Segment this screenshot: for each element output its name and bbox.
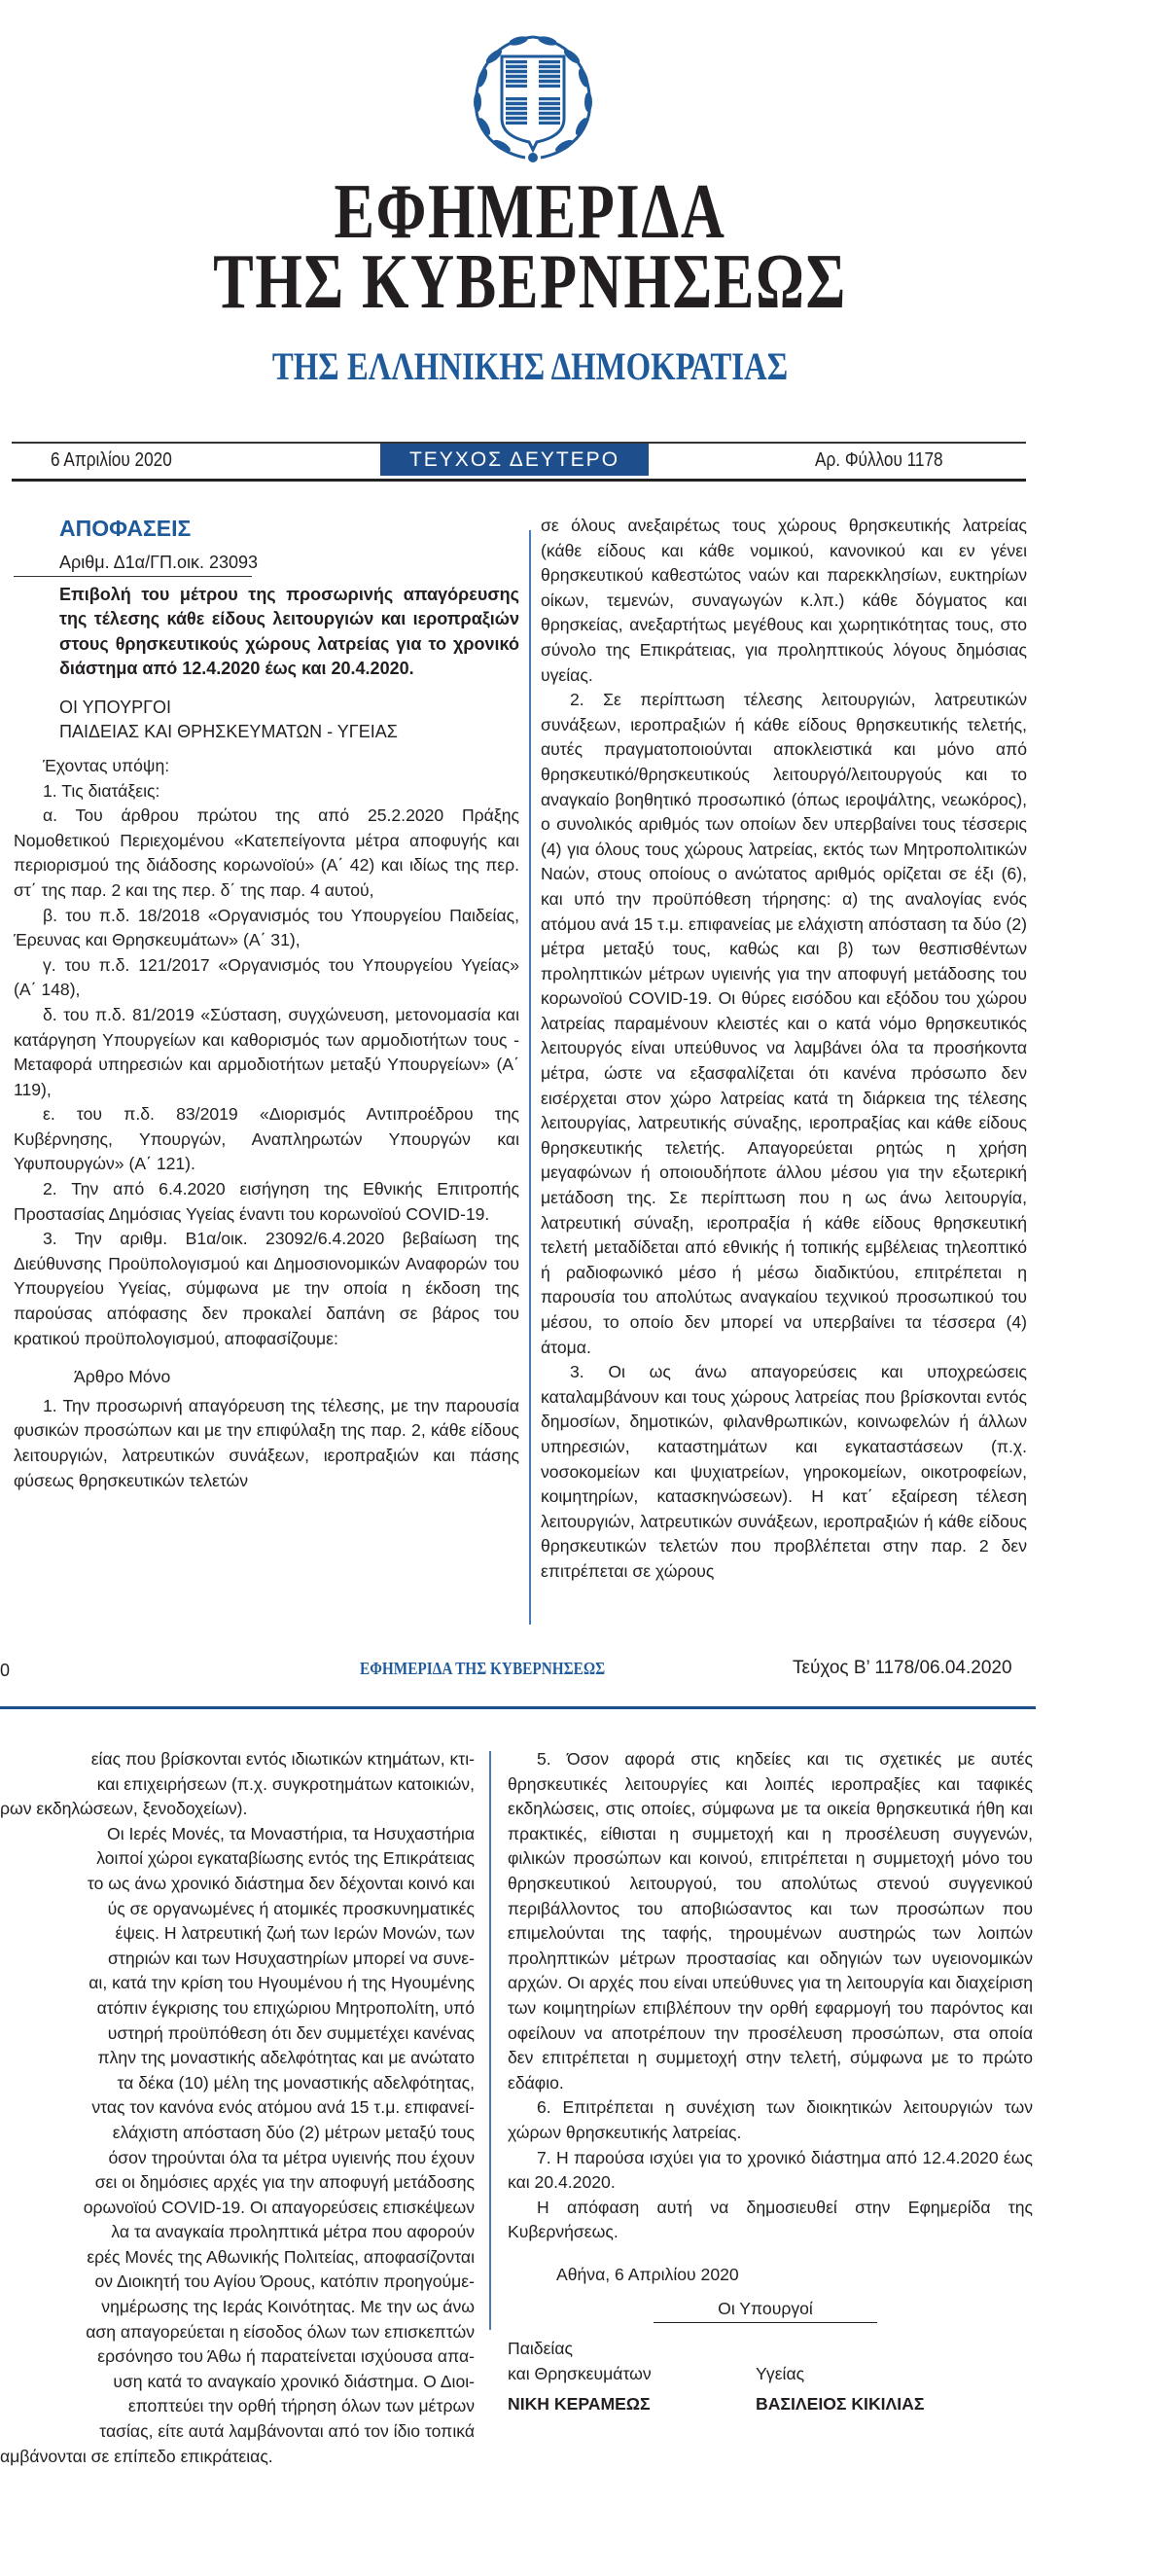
- text-line: σει οι δημόσιες αρχές για την αποφυγή μετάδοσης: [94, 2172, 475, 2193]
- text-line: ρων εκδηλώσεων, ξενοδοχείων).: [0, 1799, 248, 1819]
- text-line: ερσόνησο του Άθω ή παρατείνεται ισχύουσα απα-: [97, 2346, 475, 2367]
- signatory-name: ΝΙΚΗ ΚΕΡΑΜΕΩΣ: [508, 2394, 651, 2415]
- signatories: [508, 2337, 1033, 2417]
- preamble-paragraph: 2. Την από 6.4.2020 εισήγηση της Εθνικής Επιτροπής Προστασίας Δημόσιας Υγείας έναντι του κορωνοϊού COVID-19.: [14, 1179, 519, 1224]
- text-line: ντας τον κανόνα ενός ατόμου ανά 15 τ.μ. επιφανεί-: [91, 2097, 475, 2118]
- text-line: τασίας, είτε αυτά λαμβάνονται από τον ίδιο τοπικά: [99, 2421, 475, 2442]
- preamble-paragraph: 1. Τις διατάξεις:: [43, 780, 160, 801]
- ministry-name: και Θρησκευμάτων: [508, 2363, 652, 2383]
- page2-left-column: [0, 1747, 475, 2469]
- text-line: και επιχειρήσεων (π.χ. συγκροτημάτων κατοικιών,: [96, 1773, 475, 1794]
- text-line: ύς σε οργανωμένες ή ατομικές προσκυνηματικές: [107, 1898, 475, 1918]
- article-paragraph: 1. Την προσωρινή απαγόρευση της τέλεσης, με την παρουσία φυσικών προσώπων και με την επιφύλαξη της παρ. 2, κάθε είδους λειτουργιών, λατρευτικών συνάξεων, ιεροπραξιών και πάσης φύσεως θρησκευτικών τελετών: [14, 1395, 519, 1490]
- page-number: 0: [0, 1661, 11, 1680]
- page1-left-column: [14, 514, 519, 1493]
- text-line: υστηρή προϋπόθεση ότι δεν συμμετέχει κανένας: [107, 2022, 475, 2043]
- sheet-number: Αρ. Φύλλου 1178: [815, 449, 943, 471]
- text-line: λοιποί χώροι εγκαταβίωσης εντός της Επικράτειας: [96, 1848, 475, 1869]
- ministry-name: Υγείας: [756, 2363, 805, 2383]
- text-line: έψεις. Η λατρευτική ζωή των Ιερών Μονών, των: [115, 1923, 475, 1944]
- article-paragraph: 6. Επιτρέπεται η συνέχιση των διοικητικών λειτουργιών των χώρων θρησκευτικής λατρείας.: [508, 2097, 1033, 2142]
- text-line: όσον τηρούνται όλα τα μέτρα υγιεινής που έχουν: [108, 2147, 475, 2167]
- masthead-subtitle: ΤΗΣ ΕΛΛΗΝΙΚΗΣ ΔΗΜΟΚΡΑΤΙΑΣ: [271, 344, 789, 388]
- ministry-name: [756, 2337, 1004, 2362]
- article-paragraph: 5. Όσον αφορά στις κηδείες και τις σχετικές με αυτές θρησκευτικές λειτουργίες και λοιπές ιεροπραξίες και ταφικές εκδηλώσεις, στις οποίες, σύμφωνα με τα οικεία θρησκευτικά ήθη και πρακτικές, είθισται η συμμετοχή και η προσέλευση συγγενών, φιλικών προσώπων και κοινού, επιτρέπεται η συμμετοχή μόνο του θρησκευτικού λειτουργού, του απολύτως στενού συγγενικού περιβάλλοντος του αποβιώσαντος και των προσώπων που επιμελούνται της ταφής, τηρουμένων αυστηρώς των λοιπών προληπτικών μέτρων προστασίας και οδηγιών των υγειονομικών αρχών. Οι αρχές που είναι υπεύθυνες για τη λειτουργία και διαχείριση των κοιμητηρίων επιβλέπουν την ορθή εφαρμογή του παρόντος και οφείλουν να αποτρέπουν την προσέλευση προσώπων, στα οποία δεν επιτρέπεται η συμμετοχή στην τελετή, σύμφωνα με το πρώτο εδάφιο.: [508, 1749, 1033, 2093]
- text-line: στηριών και των Ησυχαστηρίων μπορεί να συνε-: [108, 1948, 475, 1968]
- ministry-name: Παιδείας: [508, 2339, 573, 2359]
- text-line: εποπτεύει την ορθή τήρηση όλων των μέτρων: [127, 2396, 475, 2416]
- text-line: ορωνοϊού COVID-19. Οι απαγορεύσεις επισκέψεων: [83, 2197, 475, 2217]
- text-line: ον Διοικητή του Αγίου Όρους, κατόπιν προηγούμε-: [94, 2272, 475, 2292]
- preamble-paragraph: δ. του π.δ. 81/2019 «Σύσταση, συγχώνευση, μετονομασία και κατάργηση Υπουργείων και καθορισμός των αρμοδιοτήτων τους - Μεταφορά υπηρεσιών και αρμοδιοτήτων μεταξύ Υπουργείων» (Α΄ 119),: [14, 1004, 519, 1099]
- ministers-line1: ΟΙ ΥΠΟΥΡΓΟΙ: [59, 697, 172, 717]
- decision-number: Αριθμ. Δ1α/ΓΠ.οικ. 23093: [59, 553, 259, 572]
- column-divider: [489, 1751, 491, 2330]
- section-title: ΑΠΟΦΑΣΕΙΣ: [59, 516, 192, 541]
- issue-badge: ΤΕΥΧΟΣ ΔΕΥΤΕΡΟ: [380, 444, 649, 476]
- text-line: το ως άνω χρονικό διάστημα δεν δέχονται κοινό και: [87, 1873, 475, 1893]
- ministers-heading: [59, 696, 519, 744]
- text-line: λα τα αναγκαία προληπτικά μέτρα που αφορούν: [111, 2222, 475, 2242]
- text-line: ερές Μονές της Αθωνικής Πολιτείας, αποφασίζονται: [87, 2246, 475, 2267]
- text-line: είας που βρίσκονται εντός ιδιωτικών κτημάτων, κτι-: [90, 1749, 475, 1769]
- ministers-line2: ΠΑΙΔΕΙΑΣ ΚΑΙ ΘΡΗΣΚΕΥΜΑΤΩΝ - ΥΓΕΙΑΣ: [59, 721, 398, 741]
- text-line: αμβάνονται σε επίπεδο επικράτειας.: [0, 2446, 273, 2466]
- preamble-paragraph: ε. του π.δ. 83/2019 «Διορισμός Αντιπροέδρου της Κυβέρνησης, Υπουργών, Αναπληρωτών Υπουργών και Υφυπουργών» (Α΄ 121).: [14, 1104, 519, 1174]
- greek-coat-of-arms-icon: [455, 29, 611, 165]
- text-line: αση απαγορεύεται η είσοδος όλων των επισκεπτών: [86, 2321, 475, 2342]
- preamble-paragraph: Έχοντας υπόψη:: [43, 755, 170, 775]
- decision-title: Επιβολή του μέτρου της προσωρινής απαγόρευσης της τέλεσης κάθε είδους λειτουργιών και ιεροπραξιών στους θρησκευτικούς χώρους λατρείας για το χρονικό διάστημα από 12.4.2020 έως και 20.4.2020.: [59, 584, 519, 679]
- article-paragraph: 2. Σε περίπτωση τέλεσης λειτουργιών, λατρευτικών συνάξεων, ιεροπραξιών ή κάθε είδους θρησκευτικής τελετής, αυτές πραγματοποιούνται αποκλειστικά και μόνο από θρησκευτικό/θρησκευτικούς λειτουργό/λειτουργούς και το αναγκαίο βοηθητικό προσωπικό (όπως ιεροψάλτης, νεωκόρος), ο συνολικός αριθμός των οποίων δεν υπερβαίνει τους τέσσερις (4) για όλους τους χώρους λατρείας, εκτός των Μητροπολιτικών Ναών, στους οποίους ο ανώτατος αριθμός ορίζεται σε έξι (6), και υπό την προϋπόθεση τήρησης: α) της αναλογίας ενός ατόμου ανά 15 τ.μ. επιφανείας με ελάχιστη απόσταση τα δύο (2) μέτρα μεταξύ τους, καθώς και β) των θεσπισθέντων προληπτικών μέτρων υγιεινής για την αποφυγή μετάδοσης του κορωνοϊού COVID-19. Οι θύρες εισόδου και εξόδου του χώρου λατρείας παραμένουν κλειστές και ο κατά νόμο θρησκευτικός λειτουργός είναι υπεύθυνος να λαμβάνει όλα τα προσήκοντα μέτρα, ώστε να εξασφαλίζεται ότι κανένα πρόσωπο δεν εισέρχεται στον χώρο λατρείας κατά τη διάρκεια της τέλεσης λειτουργίας, λατρευτικής σύναξης, ιεροπραξίας και κάθε είδους θρησκευτικής τελετής. Απαγορεύεται ρητώς η χρήση μεγαφώνων ή οποιουδήποτε άλλου μέσου για την εξωτερική μετάδοση της. Σε περίπτωση που η ως άνω λειτουργία, λατρευτική σύναξη, ιεροπραξία ή κάθε είδους θρησκευτική τελετή μεταδίδεται από εθνικής ή τοπικής εμβέλειας τηλεοπτικό ή ραδιοφωνικό μέσο ή μέσω διαδικτύου, επιτρέπεται η παρουσία του απολύτως αναγκαίου τεχνικού προσωπικού του μέσου, το οποίο δεν μπορεί να υπερβαίνει τα τέσσερα (4) άτομα.: [541, 690, 1027, 1357]
- article-title: Άρθρο Μόνο: [74, 1367, 171, 1387]
- preamble-paragraph: γ. του π.δ. 121/2017 «Οργανισμός του Υπουργείου Υγείας» (Α΄ 148),: [14, 954, 519, 1000]
- text-line: πλην της μοναστικής αδελφότητας και με ανώτατο: [97, 2048, 475, 2068]
- text-line: αι, κατά την κρίση του Ηγουμένου ή της Ηγουμένης: [88, 1973, 475, 1993]
- article-paragraph: 7. Η παρούσα ισχύει για το χρονικό διάστημα από 12.4.2020 έως και 20.4.2020.: [508, 2147, 1033, 2193]
- signatory-health: [756, 2337, 1004, 2417]
- text-line: Οι Ιερές Μονές, τα Μοναστήρια, τα Ησυχαστήρια: [107, 1823, 475, 1843]
- signatory-name: ΒΑΣΙΛΕΙΟΣ ΚΙΚΙΛΙΑΣ: [756, 2394, 925, 2415]
- signatories-title: Οι Υπουργοί: [654, 2297, 877, 2323]
- issue-reference: Τεύχος Β’ 1178/06.04.2020: [793, 1658, 1012, 1678]
- page1-right-column: [541, 514, 1027, 1585]
- masthead-title-line2: ΤΗΣ ΚΥΒΕΡΝΗΣΕΩΣ: [213, 239, 847, 325]
- signatory-education: [508, 2337, 756, 2417]
- page-header-rule: [0, 1706, 1036, 1709]
- text-line: ατόπιν έγκρισης του επιχώριου Μητροπολίτη, υπό: [96, 1997, 475, 2018]
- page2-right-column: [508, 1747, 1033, 2417]
- column-divider: [529, 530, 531, 1625]
- masthead-title-line1: ΕΦΗΜΕΡΙΔΑ: [334, 169, 726, 255]
- divider: [14, 576, 252, 577]
- place-date: Αθήνα, 6 Απριλίου 2020: [556, 2264, 739, 2284]
- preamble-paragraph: β. του π.δ. 18/2018 «Οργανισμός του Υπουργείου Παιδείας, Έρευνας και Θρησκευμάτων» (Α΄ 31),: [14, 905, 519, 950]
- text-line: νημέρωσης της Ιεράς Κοινότητας. Με την ως άνω: [101, 2297, 475, 2317]
- article-paragraph: 3. Οι ως άνω απαγορεύσεις και υποχρεώσεις καταλαμβάνουν και τους χώρους λατρείας που βρίσκονται εντός δημοσίων, δημοτικών, φιλανθρωπικών, κοινωφελών ή άλλων υπηρεσιών, καταστημάτων και εγκαταστάσεων (π.χ. νοσοκομείων και ψυχιατρείων, γηροκομείων, οικοτροφείων, κοιμητηρίων, κατασκηνώσεων). Η κατ΄ εξαίρεση τέλεση λειτουργιών, λατρευτικών συνάξεων, ιεροπραξιών ή κάθε είδους θρησκευτικών τελετών που προβλέπεται στην παρ. 2 δεν επιτρέπεται σε χώρους: [541, 1362, 1027, 1581]
- preamble-paragraph: 3. Την αριθμ. Β1α/οικ. 23092/6.4.2020 βεβαίωση της Διεύθυνσης Προϋπολογισμού και Δημοσιονομικών Αναφορών του Υπουργείου Υγείας, σύμφωνα με την οποία η έκδοση της παρούσας απόφασης δεν προκαλεί δαπάνη σε βάρος του κρατικού προϋπολογισμού, αποφασίζουμε:: [14, 1229, 519, 1348]
- publish-clause: Η απόφαση αυτή να δημοσιευθεί στην Εφημερίδα της Κυβερνήσεως.: [508, 2197, 1033, 2242]
- running-title: ΕΦΗΜΕΡΙΔΑ ΤΗΣ ΚΥΒΕΡΝΗΣΕΩΣ: [360, 1659, 606, 1678]
- article-paragraph: σε όλους ανεξαιρέτως τους χώρους θρησκευτικής λατρείας (κάθε είδους και κάθε νομικού, κανονικού και εν γένει θρησκευτικού καθεστώτος ναών και παρεκκλησίων, ευκτηρίων οίκων, τεμενών, συναγωγών κ.λπ.) κάθε δόγματος και θρησκείας, ανεξαρτήτως μεγέθους και χωρητικότητας τους, στο σύνολο της Επικράτειας, για προληπτικούς λόγους δημόσιας υγείας.: [541, 516, 1027, 685]
- issue-date: 6 Απριλίου 2020: [51, 449, 172, 471]
- preamble-paragraph: α. Του άρθρου πρώτου της από 25.2.2020 Πράξης Νομοθετικού Περιεχομένου «Κατεπείγοντα μέτρα αποφυγής και περιορισμού της διάδοσης κορωνοϊού» (Α΄ 42) και ιδίως της περ. στ΄ της παρ. 2 και της περ. δ΄ της παρ. 4 αυτού,: [14, 805, 519, 900]
- text-line: ελάχιστη απόσταση δύο (2) μέτρων μεταξύ τους: [112, 2122, 475, 2142]
- text-line: υση κατά το αναγκαίο χρονικό διάστημα. Ο Διοι-: [113, 2371, 475, 2391]
- text-line: τα δέκα (10) μέλη της μοναστικής αδελφότητας,: [117, 2072, 475, 2093]
